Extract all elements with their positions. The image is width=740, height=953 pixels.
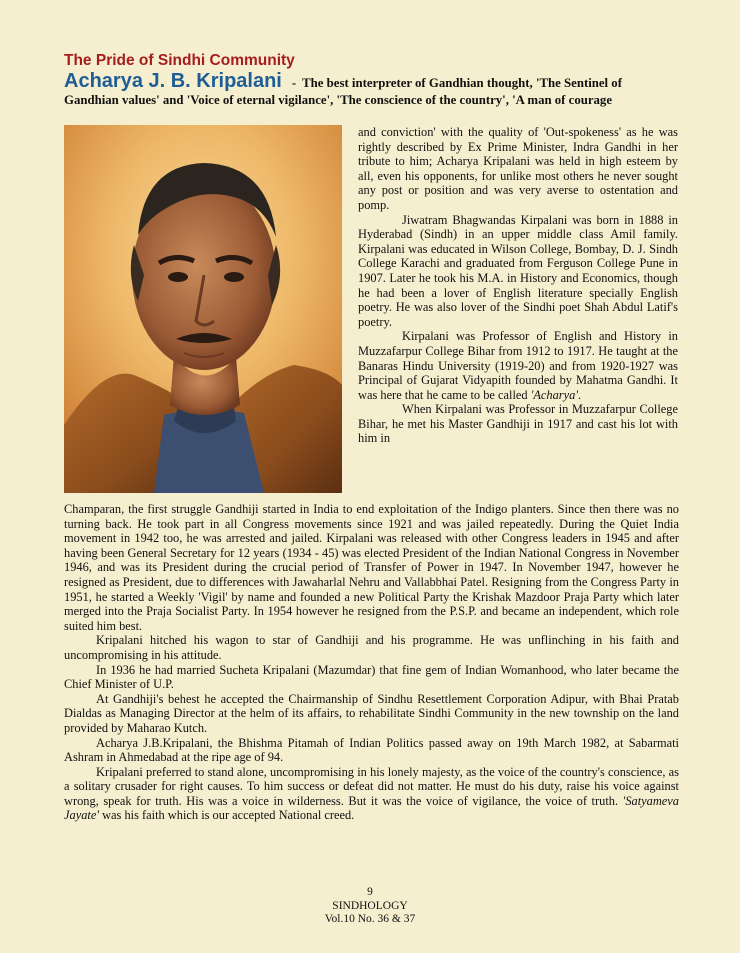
national-motto: 'Satyameva Jayate' [64,793,679,823]
person-name: Acharya J. B. Kripalani [64,70,282,92]
title-dash: - [291,76,297,90]
paragraph-resettlement: At Gandhiji's behest he accepted the Chairmanship of Sindhu Resettlement Corporation Adipur, with Bhai Pratab Dialdas as Managing Director at the helm of its affairs, to rehabilitate Sindhi Community in the new township on the land provided by Maharao Kutch. [64,691,679,735]
career-text: Kirpalani was Professor of English and History in Muzzafarpur College Bihar from 1912 to 1917. He taught at the Banaras Hindu University (1919-20) and from 1920-1927 was Principal of Gujarat Vidyapith founded by Mahatma Gandhi. It was here that he came to be called [358,329,678,402]
paragraph-marriage: In 1936 he had married Sucheta Kripalani (Mazumdar) that fine gem of Indian Womanhood, who later became the Chief Minister of U.P. [64,662,679,692]
portrait-painting [64,125,342,493]
paragraph-early-life: Jiwatram Bhagwandas Kirpalani was born in 1888 in Hyderabad (Sindh) in an upper middle class Amil family. Kirpalani was educated in Wilson College, Bombay, D. J. Sindh College Karachi and graduated from Ferguson College Pune in 1907. Later he took his M.A. in History and Economics, though he had been a lover of English literature specially English poetry. He was also lover of the Sindhi poet Shah Abdul Latif's poetry. [358,212,678,329]
tagline: The best interpreter of Gandhian thought, 'The Sentinel of [302,76,622,90]
paragraph-career [358,329,678,402]
legacy-end: was his faith which is our accepted National creed. [98,808,355,823]
page-footer [300,886,440,927]
paragraph-faith: Kripalani hitched his wagon to star of Gandhiji and his programme. He was unflinching in his faith and uncompromising in his attitude. [64,633,679,662]
paragraph-intro-cont: and conviction' with the quality of 'Out-spokeness' as he was rightly described by Ex Prime Minister, Indra Gandhi in her tribute to him; Acharya Kripalani was held in high esteem by all, even his opponents, for unlike most others he never sought any post or position and was very averse to ostentation and pomp. [358,125,678,212]
paragraph-political-career: Champaran, the first struggle Gandhiji started in India to end exploitation of the Indigo planters. Since then there was no turning back. He took part in all Congress movements since 1921 and was jailed repeatedly. During the Quiet India movement in 1942 too, he was arrested and jailed. Kirpalani was released with other Congress leaders in 1945 and after having been General Secretary for 12 years (1934 - 45) was elected President of the Indian National Congress in November 1946, and was its President during the crucial period of Transfer of Power in 1947. In November 1947, however he resigned as President, due to differences with Jawaharlal Nehru and Vallabbhai Patel. Resigning from the Congress Party in 1951, he started a Weekly 'Vigil' by name and founded a new Political Party the Krishak Mazdoor Praja Party which later merged into the Praja Socialist Party. In 1954 however he resigned from the P.S.P. and became an independent, which role suited him best. [64,502,679,633]
career-end: . [577,387,582,402]
article-header [64,70,676,109]
volume-info: Vol.10 No. 36 & 37 [324,913,416,925]
acharya-title: 'Acharya' [530,387,578,402]
tagline-continuation: Gandhian values' and 'Voice of eternal vigilance', 'The conscience of the country', 'A man of courage [64,93,612,107]
publication-name: SINDHOLOGY [332,899,408,912]
paragraph-gandhi-meeting: When Kirpalani was Professor in Muzzafarpur College Bihar, he met his Master Gandhiji in 1917 and cast his lot with him in [358,402,678,446]
paragraph-legacy [64,765,679,823]
full-width-text [64,502,679,823]
portrait-image [64,125,342,493]
legacy-text: Kripalani preferred to stand alone, uncompromising in his lonely majesty, as the voice of the country's conscience, as a solitary crusader for right causes. To him success or defeat did not matter. He must do his duty, raise his voice against wrong, speak for truth. His was a voice in wilderness. But it was the voice of vigilance, the voice of truth. [64,764,679,808]
series-title: The Pride of Sindhi Community [64,52,295,69]
right-column-text [358,125,678,446]
page-number: 9 [367,886,373,898]
paragraph-death: Acharya J.B.Kripalani, the Bhishma Pitamah of Indian Politics passed away on 19th March 1982, at Sabarmati Ashram in Ahmedabad at the ripe age of 94. [64,735,679,765]
